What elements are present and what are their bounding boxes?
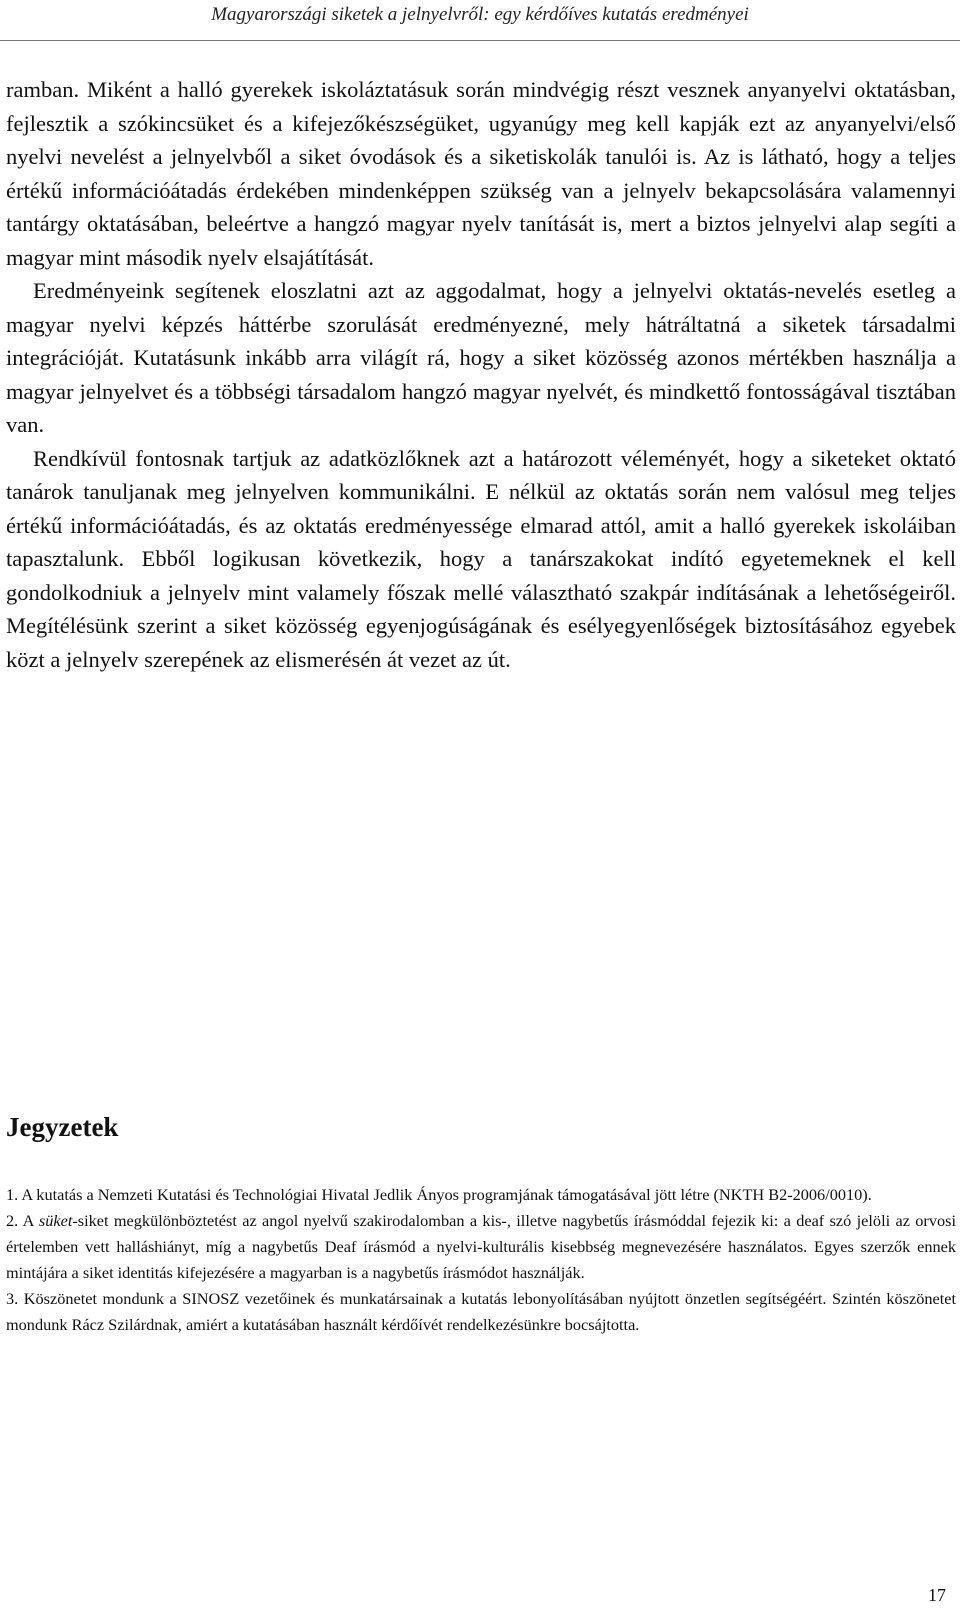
endnotes xyxy=(6,1182,956,1338)
endnote-1: 1. A kutatás a Nemzeti Kutatási és Technológiai Hivatal Jedlik Ányos programjának támogatásával jött létre (NKTH B2-2006/0010). xyxy=(6,1185,872,1204)
running-header xyxy=(0,0,960,41)
endnote-2 xyxy=(6,1208,956,1286)
paragraph-1: ramban. Miként a halló gyerekek iskoláztatásuk során mindvégig részt vesznek anyanyelvi oktatásban, fejlesztik a szókincsüket és a kifejezőkészségüket, ugyanúgy meg kell kapják ezt az anyanyelvi/első nyelvi nevelést a jelnyelvből a siket óvodások és a siketiskolák tanulói is. Az is látható, hogy a teljes értékű információátadás érdekében mindenképpen szükség van a jelnyelv bekapcsolására valamennyi tantárgy oktatásában, beleértve a hangzó magyar nyelv tanítását is, mert a biztos jelnyelvi alap segíti a magyar mint második nyelv elsajátítását. xyxy=(6,77,956,270)
endnote-2-start: 2. A xyxy=(6,1211,39,1230)
paragraph-2: Eredményeink segítenek eloszlatni azt az aggodalmat, hogy a jelnyelvi oktatás-nevelés esetleg a magyar nyelvi képzés háttérbe szorulását eredményezné, mely hátráltatná a siketek társadalmi integrációját. Kutatásunk inkább arra világít rá, hogy a siket közösség azonos mértékben használja a magyar jelnyelvet és a többségi társadalom hangzó magyar nyelvét, és mindkettő fontosságával tisztában van. xyxy=(6,278,956,437)
endnote-2-rest: -siket megkülönböztetést az angol nyelvű szakirodalomban a kis-, illetve nagybetűs írásmóddal fejezik ki: a deaf szó jelöli az orvosi értelemben vett halláshiányt, míg a nagybetűs Deaf írásmód a nyelvi-kulturális kisebbség megnevezésére használatos. Egyes szerzők ennek mintájára a siket identitás kifejezésére a magyarban is a nagybetűs írásmódot használják. xyxy=(6,1211,956,1282)
endnote-2-italic-term: süket xyxy=(38,1211,73,1230)
page-number: 17 xyxy=(928,1585,946,1605)
paragraph-3: Rendkívül fontosnak tartjuk az adatközlőknek azt a határozott véleményét, hogy a siketeket oktató tanárok tanuljanak meg jelnyelven kommunikálni. E nélkül az oktatás során nem valósul meg teljes értékű információátadás, és az oktatás eredményessége elmarad attól, amit a halló gyerekek iskoláiban tapasztalunk. Ebből logikusan következik, hogy a tanárszakokat indító egyetemeknek el kell gondolkodniuk a jelnyelv mint valamely főszak mellé választható szakpár indításának a lehetőségeiről. Megítélésünk szerint a siket közösség egyenjogúságának és esélyegyenlőségek biztosításához egyebek közt a jelnyelv szerepének az elismerésén át vezet az út. xyxy=(6,445,956,672)
endnote-3: 3. Köszönetet mondunk a SINOSZ vezetőinek és munkatársainak a kutatás lebonyolításában nyújtott önzetlen segítségéért. Szintén köszönetet mondunk Rácz Szilárdnak, amiért a kutatásában használt kérdőívét rendelkezésünkre bocsájtotta. xyxy=(6,1289,956,1334)
running-title: Magyarországi siketek a jelnyelvről: egy kérdőíves kutatás eredményei xyxy=(211,4,749,25)
body-text xyxy=(6,73,956,676)
notes-heading: Jegyzetek xyxy=(6,1112,119,1142)
